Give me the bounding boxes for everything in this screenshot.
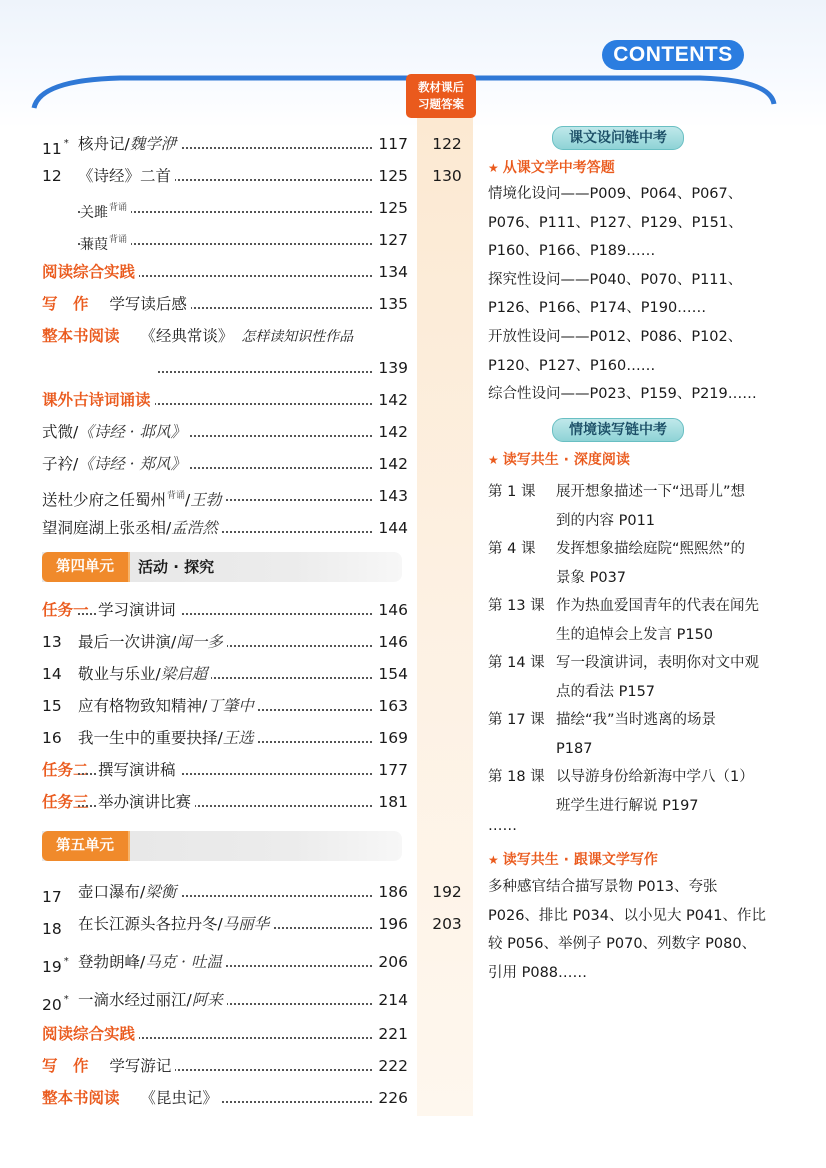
toc-entry[interactable] (42, 790, 408, 814)
text-line: 引用 P088…… (488, 964, 588, 981)
lesson-text: 点的看法 P157 (556, 683, 656, 700)
lesson-number: 第 17 课 (488, 712, 545, 728)
toc-entry[interactable] (42, 132, 462, 158)
page-number: 181 (373, 790, 408, 814)
star-icon: ★ (488, 453, 499, 467)
unit-5-banner (42, 831, 402, 861)
text-line: P160、P166、P189…… (488, 243, 656, 260)
lesson-text: 写一段演讲词，表明你对文中观 (556, 655, 759, 671)
toc-entry[interactable] (42, 694, 408, 718)
unit-label: 第四单元 (42, 552, 128, 582)
toc-entry[interactable] (42, 950, 408, 974)
text-line: P120、P127、P160…… (488, 357, 656, 374)
toc-section-classical[interactable] (42, 388, 408, 412)
page-number: 196 (373, 912, 408, 936)
page-number: 163 (373, 694, 408, 718)
page-number: 127 (373, 228, 408, 252)
toc-section-reading-practice[interactable] (42, 260, 408, 284)
entry-number: 13 (42, 633, 62, 651)
lesson-number: 第 1 课 (488, 484, 536, 500)
text-line: 探究性设问——P040、P070、P111、 (488, 271, 743, 288)
toc-section-writing[interactable] (42, 1054, 408, 1078)
page-number: 139 (373, 356, 408, 380)
page-number: 135 (373, 292, 408, 316)
entry-number: 19 * (42, 956, 69, 976)
text-line: 多种感官结合描写景物 P013、夸张 (488, 879, 718, 895)
lesson-number: 第 18 课 (488, 769, 545, 785)
answer-label-line1: 教材课后 (418, 80, 464, 94)
page-number: 221 (373, 1022, 408, 1046)
contents-badge: CONTENTS (602, 40, 744, 70)
answer-label-line2: 习题答案 (418, 97, 464, 111)
page-number: 142 (373, 388, 408, 412)
entry-number: 11 * (42, 138, 69, 158)
page-number: 125 (373, 196, 408, 220)
unit-name: 活动 · 探究 (138, 558, 215, 576)
entry-number: 任务三 (42, 793, 89, 811)
entry-title: 我一生中的重要抉择/王选 (78, 726, 258, 750)
page-number: 117 (373, 132, 408, 156)
answer-column-label (406, 74, 476, 118)
heading-deep-reading: ★ 读写共生 · 深度阅读 (488, 452, 630, 468)
toc-entry[interactable] (42, 662, 408, 686)
answer-column (417, 116, 473, 1116)
lesson-text: 以导游身份给新海中学八（1） (556, 769, 754, 785)
toc-subentry[interactable] (42, 228, 408, 252)
page-number: 142 (373, 452, 408, 476)
section-label: 整本书阅读 《昆虫记》 (42, 1086, 222, 1110)
page-number: 186 (373, 880, 408, 904)
entry-title: 望洞庭湖上张丞相/孟浩然 (42, 516, 222, 540)
unit-label: 第五单元 (42, 831, 128, 861)
entry-number: 任务二 (42, 761, 89, 779)
lesson-text: 景象 P037 (556, 569, 627, 586)
entry-number: 20 * (42, 994, 69, 1014)
toc-entry[interactable] (42, 630, 408, 654)
text-line: 情境化设问——P009、P064、P067、 (488, 186, 743, 202)
page-number: 154 (373, 662, 408, 686)
lesson-item (488, 535, 773, 592)
page-number: 142 (373, 420, 408, 444)
entry-number: 16 (42, 729, 62, 747)
section-label: 阅读综合实践 (42, 260, 139, 284)
page-number: 134 (373, 260, 408, 284)
entry-number: 15 (42, 697, 62, 715)
toc-entry[interactable] (42, 880, 462, 906)
answer-page: 203 (432, 915, 462, 933)
page-number: 146 (373, 630, 408, 654)
text-line: 开放性设问——P012、P086、P102、 (488, 328, 743, 345)
entry-title: 蒹葭$^{背诵}$ (80, 228, 131, 257)
page-number: 125 (373, 164, 408, 188)
text-line: P126、P166、P174、P190…… (488, 300, 707, 317)
page-number: 214 (373, 988, 408, 1012)
lesson-number: 第 14 课 (488, 655, 545, 671)
toc-entry[interactable] (42, 758, 408, 782)
entry-title: 学习演讲词 (98, 598, 180, 622)
entry-title: 登勃朗峰/马克 · 吐温 (78, 950, 226, 974)
toc-entry[interactable] (42, 484, 408, 508)
page-number: 144 (373, 516, 408, 540)
lesson-item (488, 706, 773, 763)
entry-title: 送杜少府之任蜀州$^{背诵}$/王勃 (42, 484, 225, 512)
entry-title: 关雎$^{背诵}$ (80, 196, 131, 225)
lesson-text: 发挥想象描绘庭院“熙熙然”的 (556, 541, 746, 557)
text-line: 较 P056、举例子 P070、列数字 P080、 (488, 936, 757, 953)
page-number: 169 (373, 726, 408, 750)
star-icon: ★ (488, 161, 499, 175)
answer-page: 130 (432, 167, 462, 185)
toc-section-whole-book[interactable] (42, 1086, 408, 1110)
entry-number: 12 (42, 167, 62, 185)
page-number: 143 (373, 484, 408, 508)
lesson-text: 班学生进行解说 P197 (556, 797, 699, 814)
toc-section-whole-book[interactable] (42, 324, 408, 348)
entry-title: 敬业与乐业/梁启超 (78, 662, 211, 686)
page-number: 222 (373, 1054, 408, 1078)
text-line: 综合性设问——P023、P159、P219…… (488, 386, 757, 403)
unit-4-banner (42, 552, 402, 582)
toc-continuation[interactable] (42, 356, 408, 380)
heading-exam-answering: ★ 从课文学中考答题 (488, 160, 615, 176)
toc-section-writing[interactable] (42, 292, 408, 316)
lesson-text: 生的追悼会上发言 P150 (556, 626, 714, 643)
lesson-item (488, 649, 773, 706)
entry-title: 子衿/《诗经 · 郑风》 (42, 452, 190, 476)
page-number: 206 (373, 950, 408, 974)
entry-title: 一滴水经过丽江/阿来 (78, 988, 227, 1012)
entry-number: 18 (42, 920, 62, 938)
answer-page: 192 (432, 883, 462, 901)
ellipsis: …… (488, 818, 517, 834)
entry-title: 在长江源头各拉丹冬/马丽华 (78, 912, 273, 936)
entry-title: 壶口瀑布/梁衡 (78, 880, 180, 904)
leader-dots (158, 371, 376, 373)
lesson-text: 到的内容 P011 (556, 512, 656, 529)
page-number: 177 (373, 758, 408, 782)
entry-title: 应有格物致知精神/丁肇中 (78, 694, 258, 718)
lesson-text: 展开想象描述一下“迅哥儿”想 (556, 484, 746, 500)
page-number: 146 (373, 598, 408, 622)
lesson-item (488, 592, 773, 649)
toc-entry[interactable] (42, 988, 408, 1012)
section-label: 阅读综合实践 (42, 1022, 139, 1046)
answer-page: 122 (432, 135, 462, 153)
star-icon: ★ (488, 853, 499, 867)
entry-title: 式微/《诗经 · 邶风》 (42, 420, 190, 444)
text-line: P026、排比 P034、以小见大 P041、作比 (488, 907, 766, 924)
section-label: 课外古诗词诵读 (42, 388, 155, 412)
entry-title: 最后一次讲演/闻一多 (78, 630, 227, 654)
question-types-list (488, 180, 778, 409)
lesson-number: 第 13 课 (488, 598, 545, 614)
toc-entry[interactable] (42, 164, 462, 188)
toc-section-reading-practice[interactable] (42, 1022, 408, 1046)
lesson-text: 描绘“我”当时逃离的场景 (556, 712, 717, 728)
toc-entry[interactable] (42, 516, 408, 540)
toc-entry[interactable] (42, 598, 408, 622)
lesson-item (488, 763, 773, 820)
entry-title: 举办演讲比赛 (98, 790, 195, 814)
section-label: 写 作 学写游记 (42, 1054, 175, 1078)
lesson-number: 第 4 课 (488, 541, 536, 557)
heading-learn-writing: ★ 读写共生 · 跟课文学写作 (488, 852, 658, 868)
section-label: 整本书阅读 《经典常谈》 怎样读知识性作品 (42, 324, 357, 349)
entry-title: 撰写演讲稿 (98, 758, 180, 782)
toc-entry[interactable] (42, 452, 408, 476)
entry-number: 17 (42, 888, 62, 906)
toc-entry[interactable] (42, 420, 408, 444)
toc-entry[interactable] (42, 726, 408, 750)
entry-number: 任务一 (42, 601, 89, 619)
lesson-text: P187 (556, 740, 593, 757)
section-label: 写 作 学写读后感 (42, 292, 191, 316)
writing-techniques-list (488, 873, 778, 987)
entry-number: 14 (42, 665, 62, 683)
lesson-text: 作为热血爱国青年的代表在闻先 (556, 598, 759, 614)
entry-title: 核舟记/魏学洢 (78, 132, 180, 156)
page-number: 226 (373, 1086, 408, 1110)
text-line: P076、P111、P127、P129、P151、 (488, 214, 743, 231)
entry-title: 《诗经》二首 (78, 164, 175, 188)
pill-situational-reading: 情境读写链中考 (552, 418, 684, 442)
toc-entry[interactable] (42, 912, 462, 938)
toc-subentry[interactable] (42, 196, 408, 220)
lesson-item (488, 478, 773, 535)
pill-exam-question-chain: 课文设问链中考 (552, 126, 684, 150)
